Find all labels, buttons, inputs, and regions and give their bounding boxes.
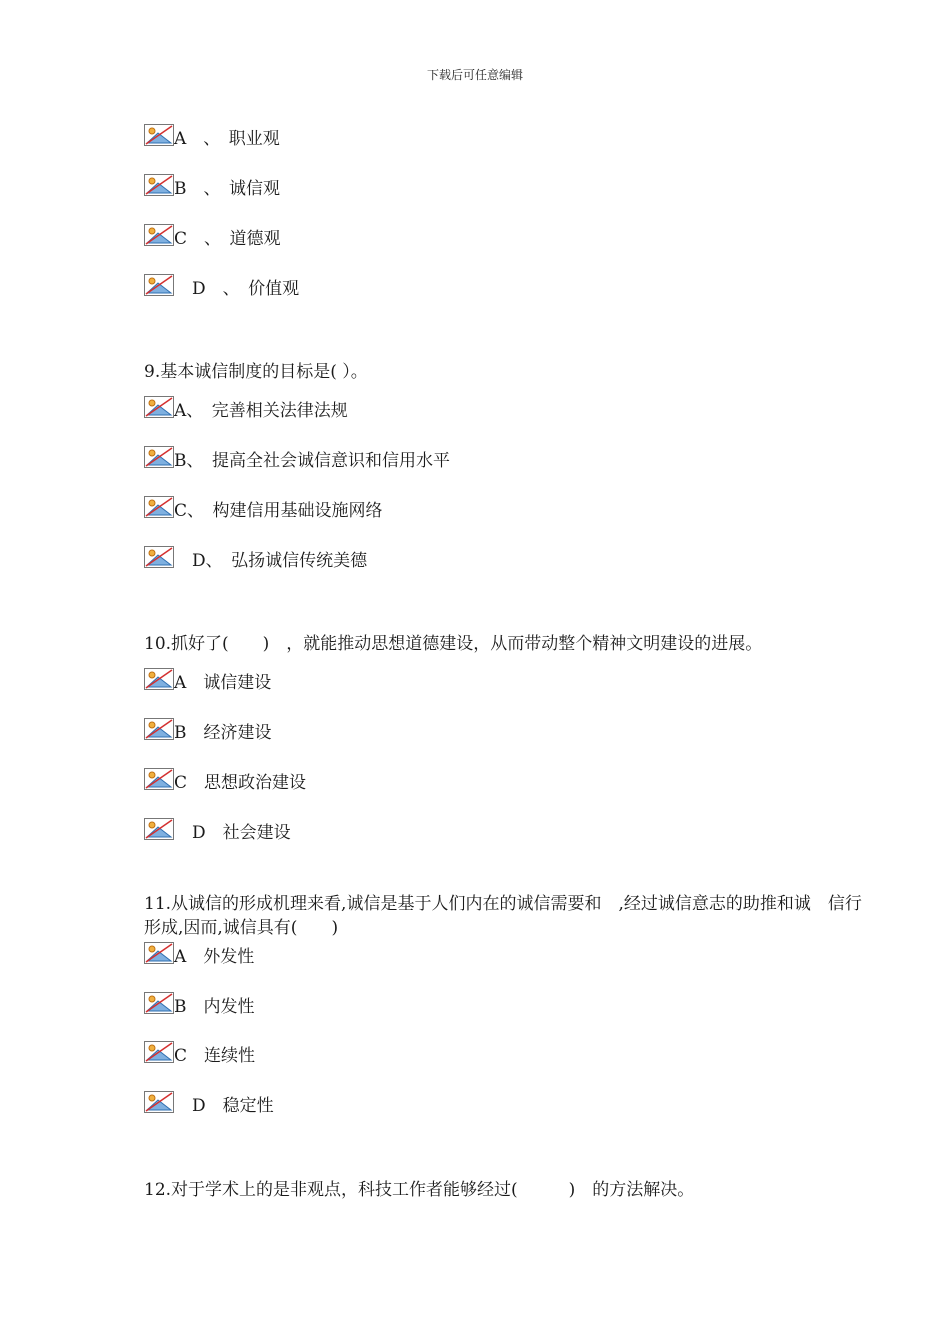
option-d[interactable]: D 稳定性	[144, 1091, 274, 1115]
broken-image-icon	[144, 174, 174, 196]
option-b[interactable]: B 内发性	[144, 992, 255, 1016]
broken-image-icon	[144, 942, 174, 964]
broken-image-icon	[144, 224, 174, 246]
broken-image-icon	[144, 1041, 174, 1063]
option-d[interactable]: D、 弘扬诚信传统美德	[144, 546, 367, 570]
question-12-stem: 12.对于学术上的是非观点，科技工作者能够经过( ) 的方法解决。	[144, 1180, 695, 1200]
broken-image-icon	[144, 768, 174, 790]
option-a[interactable]: A、 完善相关法律法规	[144, 396, 348, 420]
question-11-stem-line1: 11.从诚信的形成机理来看,诚信是基于人们内在的诚信需要和 ,经过诚信意志的助推和诚 信行	[144, 894, 862, 914]
broken-image-icon	[144, 1091, 174, 1113]
option-d[interactable]: D 社会建设	[144, 818, 291, 842]
option-a[interactable]: A 诚信建设	[144, 668, 271, 692]
option-a[interactable]: A 、 职业观	[144, 124, 280, 148]
broken-image-icon	[144, 668, 174, 690]
question-11-stem-line2: 形成,因而,诚信具有( )	[144, 918, 339, 938]
option-b[interactable]: B、 提高全社会诚信意识和信用水平	[144, 446, 450, 470]
broken-image-icon	[144, 496, 174, 518]
broken-image-icon	[144, 718, 174, 740]
broken-image-icon	[144, 818, 174, 840]
broken-image-icon	[144, 396, 174, 418]
option-a[interactable]: A 外发性	[144, 942, 254, 966]
option-c[interactable]: C 思想政治建设	[144, 768, 306, 792]
option-d[interactable]: D 、 价值观	[144, 274, 299, 298]
option-c[interactable]: C 连续性	[144, 1041, 255, 1065]
option-b[interactable]: B 、 诚信观	[144, 174, 280, 198]
page-header: 下载后可任意编辑	[426, 68, 523, 82]
broken-image-icon	[144, 446, 174, 468]
broken-image-icon	[144, 274, 174, 296]
broken-image-icon	[144, 124, 174, 146]
option-b[interactable]: B 经济建设	[144, 718, 272, 742]
question-10-stem: 10.抓好了( ) ，就能推动思想道德建设，从而带动整个精神文明建设的进展。	[144, 634, 763, 654]
option-c[interactable]: C、 构建信用基础设施网络	[144, 496, 383, 520]
broken-image-icon	[144, 546, 174, 568]
option-c[interactable]: C 、 道德观	[144, 224, 281, 248]
broken-image-icon	[144, 992, 174, 1014]
question-9-stem: 9.基本诚信制度的目标是( ）。	[144, 362, 368, 382]
